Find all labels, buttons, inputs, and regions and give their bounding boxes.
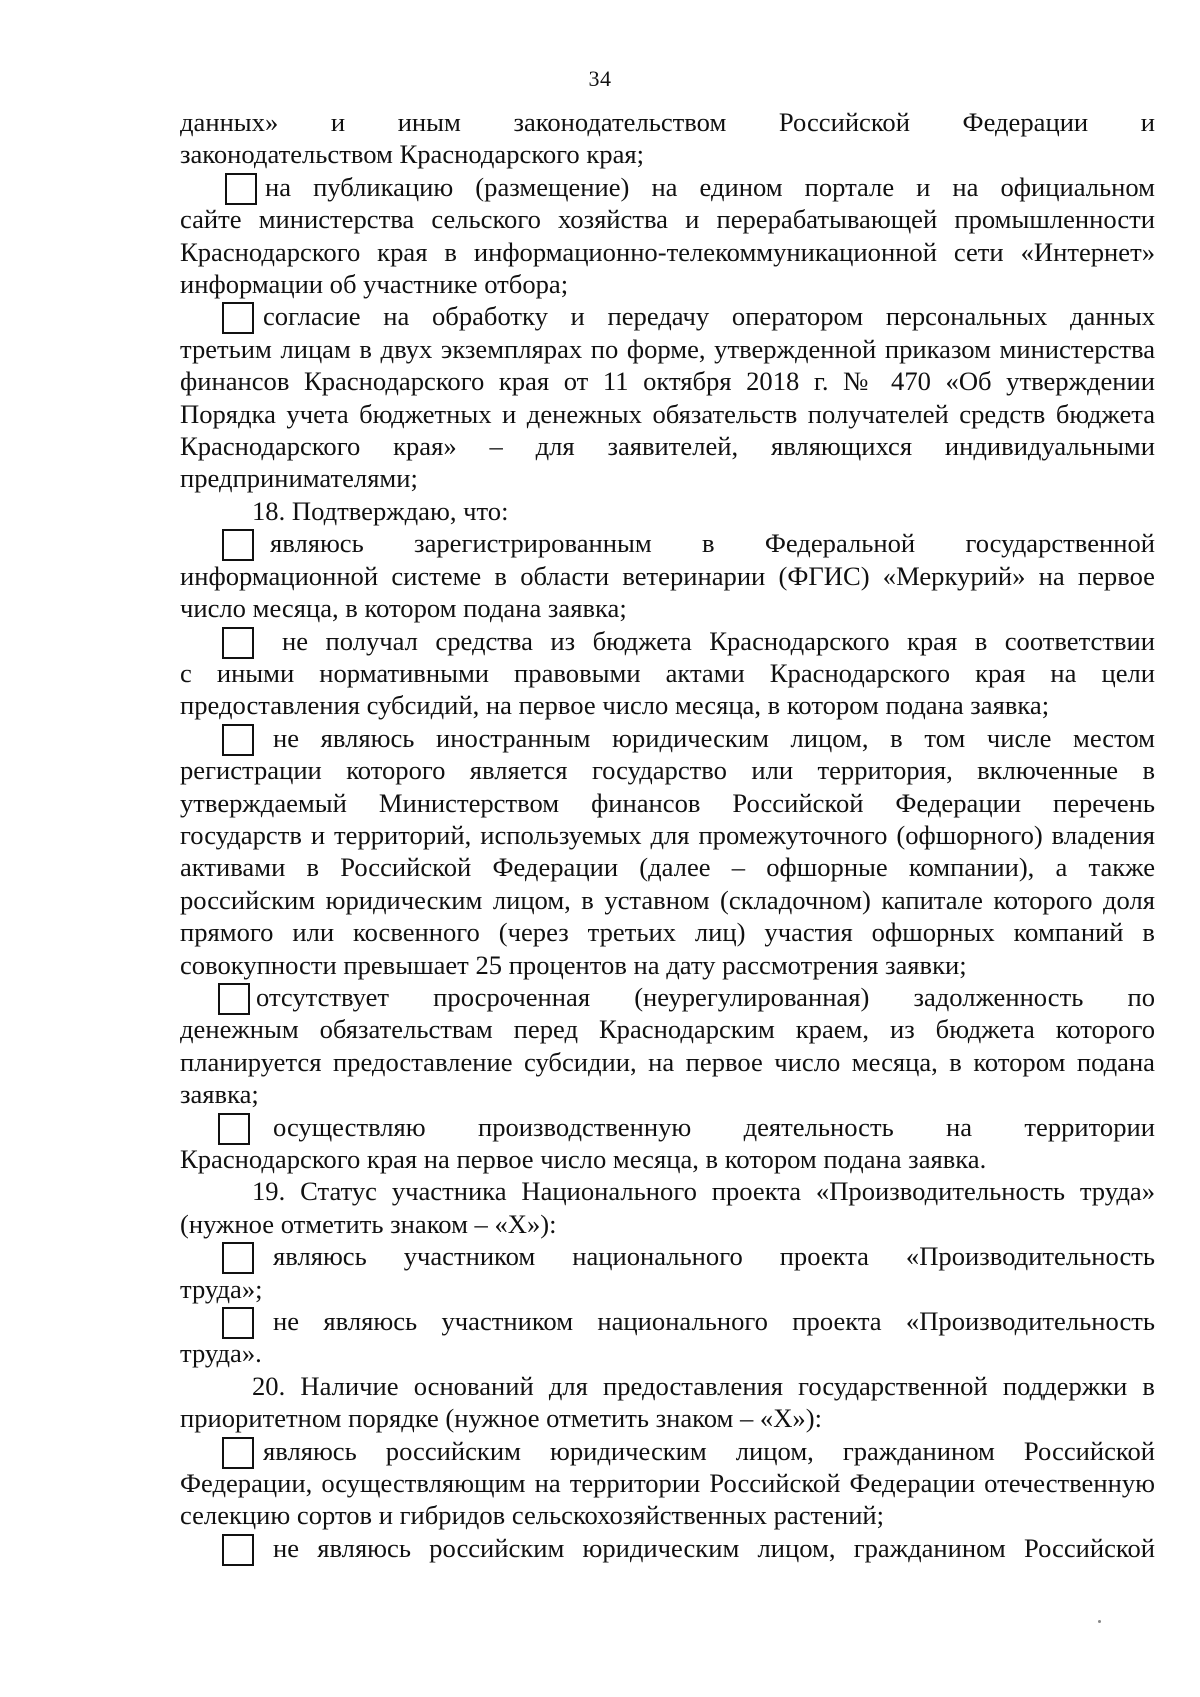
checkbox-label: отсутствует просроченная (неурегулированная) задолженность по — [256, 981, 1155, 1012]
checkbox-item-np-participant — [180, 1240, 1155, 1305]
paragraph-line: данных» и иным законодательством Российской Федерации и — [180, 107, 1155, 137]
document-body — [180, 106, 1155, 1564]
checkbox-item-mercury — [180, 527, 1155, 624]
paragraph-text: третьим лицам в двух экземплярах по форме, утвержденной приказом министерства финансов Краснодарского края от 11 октября 2018 г. № 470 «Об утверждении Порядка учета бюджетных и денежных обязательств получателей средств бюджета Краснодарского края» – для заявителей, являющихся индивидуальными предпринимателями; — [180, 333, 1155, 494]
checkbox-item-selection — [180, 1435, 1155, 1532]
checkbox-item-not-selection — [180, 1532, 1155, 1564]
checkbox-item-np-not-participant — [180, 1305, 1155, 1370]
checkbox-item-no-debt — [180, 981, 1155, 1111]
section-heading-20: 20. Наличие оснований для предоставления государственной поддержки в приоритетном порядке (нужное отметить знаком – «Х»): — [180, 1370, 1155, 1434]
checkbox-label: не являюсь российским юридическим лицом, гражданином Российской — [273, 1532, 1155, 1563]
checkbox-item-not-foreign — [180, 722, 1155, 981]
checkbox-consent[interactable] — [222, 302, 254, 334]
paragraph-text: труда». — [180, 1338, 262, 1369]
checkbox-label: не являюсь участником национального проекта «Производительность — [273, 1306, 1155, 1337]
checkbox-item-consent — [180, 300, 1155, 494]
checkbox-not-foreign[interactable] — [222, 724, 254, 756]
paragraph-text: Краснодарского края на первое число месяца, в котором подана заявка. — [180, 1144, 987, 1174]
checkbox-np-participant[interactable] — [222, 1242, 254, 1274]
checkbox-no-debt[interactable] — [218, 983, 250, 1015]
checkbox-label: на публикацию (размещение) на едином портале и на официальном — [265, 171, 1155, 202]
checkbox-item-no-funds — [180, 625, 1155, 722]
checkbox-production[interactable] — [218, 1113, 250, 1145]
paragraph-text: регистрации которого является государство или территория, включенные в утверждаемый Министерством финансов Российской Федерации перечень государств и территорий, используемых для промежуточного (офшорного) владения активами в Российской Федерации (далее – офшорные компании), а также российским юридическим лицом, в уставном (складочном) капитале которого доля прямого или косвенного (через третьих лиц) участия офшорных компаний в совокупности превышает 25 процентов на дату рассмотрения заявки; — [180, 755, 1155, 980]
checkbox-selection[interactable] — [222, 1437, 254, 1469]
checkbox-label: не получал средства из бюджета Краснодарского края в соответствии — [282, 625, 1155, 656]
paragraph-line: законодательством Краснодарского края; — [180, 139, 645, 170]
checkbox-label: не являюсь иностранным юридическим лицом, в том числе местом — [273, 722, 1155, 753]
section-heading-18: 18. Подтверждаю, что: — [252, 495, 509, 526]
paragraph-text: с иными нормативными правовыми актами Краснодарского края на цели предоставления субсидий, на первое число месяца, в котором подана заявка; — [180, 657, 1155, 721]
checkbox-mercury[interactable] — [222, 529, 254, 561]
checkbox-label: являюсь зарегистрированным в Федеральной государственной — [270, 528, 1155, 559]
checkbox-np-not-participant[interactable] — [222, 1307, 254, 1339]
checkbox-label: осуществляю производственную деятельность на территории — [273, 1111, 1155, 1142]
checkbox-publication[interactable] — [225, 173, 257, 205]
page-number: 34 — [588, 66, 612, 91]
checkbox-label: являюсь участником национального проекта «Производительность — [273, 1241, 1155, 1272]
paragraph-text: информационной системе в области ветеринарии (ФГИС) «Меркурий» на первое число месяца, в котором подана заявка; — [180, 560, 1155, 624]
scan-speck — [1098, 1620, 1101, 1623]
checkbox-item-publication — [180, 171, 1155, 301]
checkbox-no-funds[interactable] — [222, 627, 254, 659]
paragraph-text: Федерации, осуществляющим на территории Российской Федерации отечественную селекцию сортов и гибридов сельскохозяйственных растений; — [180, 1468, 1155, 1531]
checkbox-label: являюсь российским юридическим лицом, гражданином Российской — [263, 1435, 1155, 1466]
section-heading-19: 19. Статус участника Национального проекта «Производительность труда» (нужное отметить знаком – «Х»): — [180, 1176, 1155, 1239]
checkbox-label: согласие на обработку и передачу оператором персональных данных — [263, 301, 1155, 332]
paragraph-text: сайте министерства сельского хозяйства и перерабатывающей промышленности Краснодарского края в информационно-телекоммуникационной сети «Интернет» информации об участнике отбора; — [180, 204, 1155, 300]
paragraph-text: денежным обязательствам перед Краснодарским краем, из бюджета которого планируется предоставление субсидии, на первое число месяца, в котором подана заявка; — [180, 1014, 1155, 1110]
checkbox-not-selection[interactable] — [222, 1534, 254, 1566]
paragraph-text: труда»; — [180, 1273, 263, 1304]
checkbox-item-production — [180, 1111, 1155, 1176]
